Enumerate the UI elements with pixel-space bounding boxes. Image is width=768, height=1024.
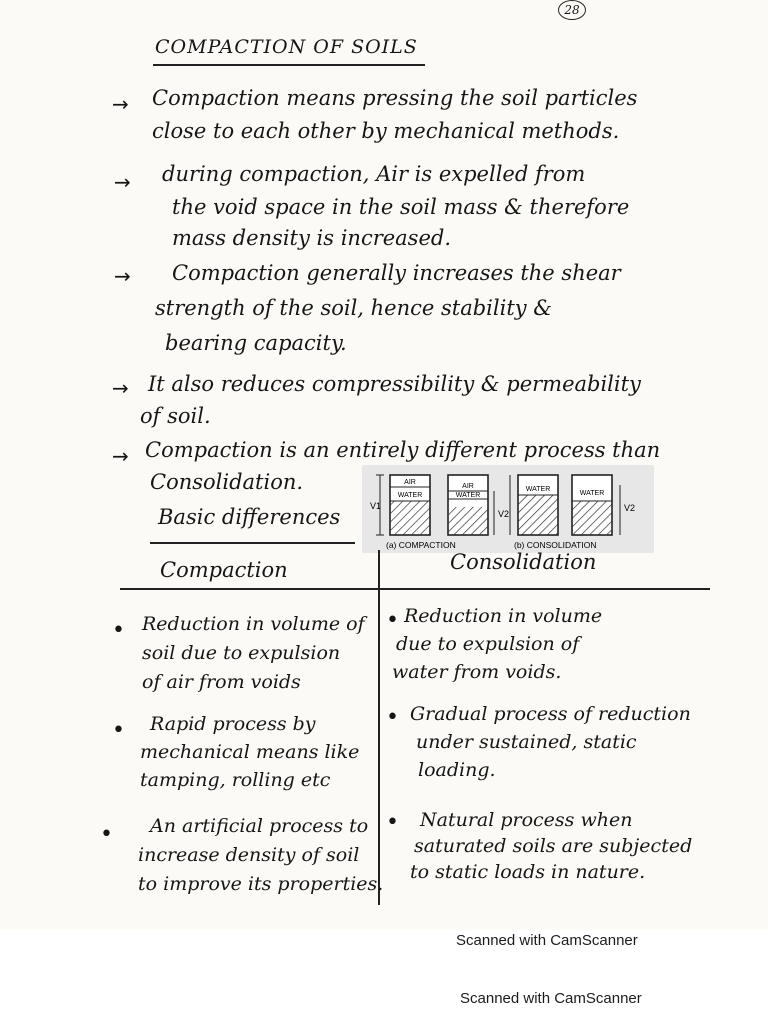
page-title: COMPACTION OF SOILS (155, 36, 418, 58)
column-header-compaction: Compaction (160, 558, 288, 582)
basic-differences-heading: Basic differences (158, 505, 341, 529)
compaction-row-1-line-3: of air from voids (142, 671, 301, 693)
bullet-icon: • (386, 608, 399, 633)
consolidation-row-3-line-1: Natural process when (420, 809, 633, 831)
consolidation-row-2-line-3: loading. (418, 759, 496, 781)
header-divider (120, 588, 710, 590)
point-4-line-2: of soil. (140, 404, 211, 428)
heading-underline (150, 542, 355, 544)
consolidation-caption: (b) CONSOLIDATION (514, 540, 597, 550)
point-1-line-2: close to each other by mechanical methods. (152, 119, 620, 143)
air-label: AIR (404, 479, 416, 486)
arrow-bullet-icon: → (112, 376, 129, 400)
point-3-line-1: Compaction generally increases the shear (172, 261, 621, 285)
point-1-line-1: Compaction means pressing the soil particles (152, 86, 638, 110)
arrow-bullet-icon: → (112, 444, 129, 468)
compaction-row-2-line-2: mechanical means like (140, 741, 360, 763)
compaction-before-cylinder (370, 475, 430, 535)
v2-label: V2 (498, 509, 510, 519)
compaction-row-2-line-3: tamping, rolling etc (140, 769, 331, 791)
arrow-bullet-icon: → (114, 170, 131, 194)
consolidation-row-3-line-3: to static loads in nature. (410, 861, 646, 883)
arrow-bullet-icon: → (112, 92, 129, 116)
column-divider (378, 550, 380, 905)
point-3-line-2: strength of the soil, hence stability & (155, 296, 552, 320)
page-number: 28 (558, 0, 586, 20)
bullet-icon: • (100, 822, 113, 847)
consolidation-after-cylinder (572, 475, 635, 535)
point-5-line-2: Consolidation. (150, 470, 304, 494)
point-3-line-3: bearing capacity. (165, 331, 347, 355)
compaction-consolidation-diagram (362, 465, 654, 553)
water-label: WATER (455, 492, 481, 499)
compaction-row-1-line-1: Reduction in volume of (142, 613, 365, 635)
v2-label: V2 (624, 503, 636, 513)
consolidation-row-1-line-2: due to expulsion of (396, 633, 580, 655)
bullet-icon: • (112, 618, 125, 643)
water-label: WATER (525, 486, 551, 493)
scanner-watermark-footer: Scanned with CamScanner (460, 990, 642, 1007)
compaction-row-3-line-2: increase density of soil (138, 844, 360, 866)
column-header-consolidation: Consolidation (450, 550, 597, 574)
compaction-row-3-line-1: An artificial process to (150, 815, 369, 837)
air-label: AIR (462, 483, 474, 490)
scanner-watermark: Scanned with CamScanner (456, 932, 638, 949)
point-2-line-2: the void space in the soil mass & therefore (172, 195, 630, 219)
consolidation-row-2-line-2: under sustained, static (416, 731, 637, 753)
consolidation-row-1-line-1: Reduction in volume (404, 605, 603, 627)
bullet-icon: • (386, 705, 399, 730)
water-label: WATER (579, 490, 605, 497)
arrow-bullet-icon: → (114, 264, 131, 288)
bullet-icon: • (386, 810, 399, 835)
point-2-line-3: mass density is increased. (172, 226, 452, 250)
point-2-line-1: during compaction, Air is expelled from (162, 162, 586, 186)
point-4-line-1: It also reduces compressibility & permeability (148, 372, 641, 396)
bullet-icon: • (112, 718, 125, 743)
water-label: WATER (397, 492, 423, 499)
consolidation-row-2-line-1: Gradual process of reduction (410, 703, 691, 725)
compaction-row-1-line-2: soil due to expulsion (142, 642, 341, 664)
consolidation-row-3-line-2: saturated soils are subjected (414, 835, 693, 857)
point-5-line-1: Compaction is an entirely different process than (145, 438, 661, 462)
consolidation-before-cylinder (510, 475, 558, 535)
compaction-row-2-line-1: Rapid process by (150, 713, 316, 735)
title-underline (153, 64, 425, 66)
compaction-caption: (a) COMPACTION (386, 540, 456, 550)
consolidation-row-1-line-3: water from voids. (392, 661, 562, 683)
v1-label: V1 (370, 501, 382, 511)
compaction-after-cylinder (448, 475, 509, 535)
compaction-row-3-line-3: to improve its properties. (138, 873, 384, 895)
